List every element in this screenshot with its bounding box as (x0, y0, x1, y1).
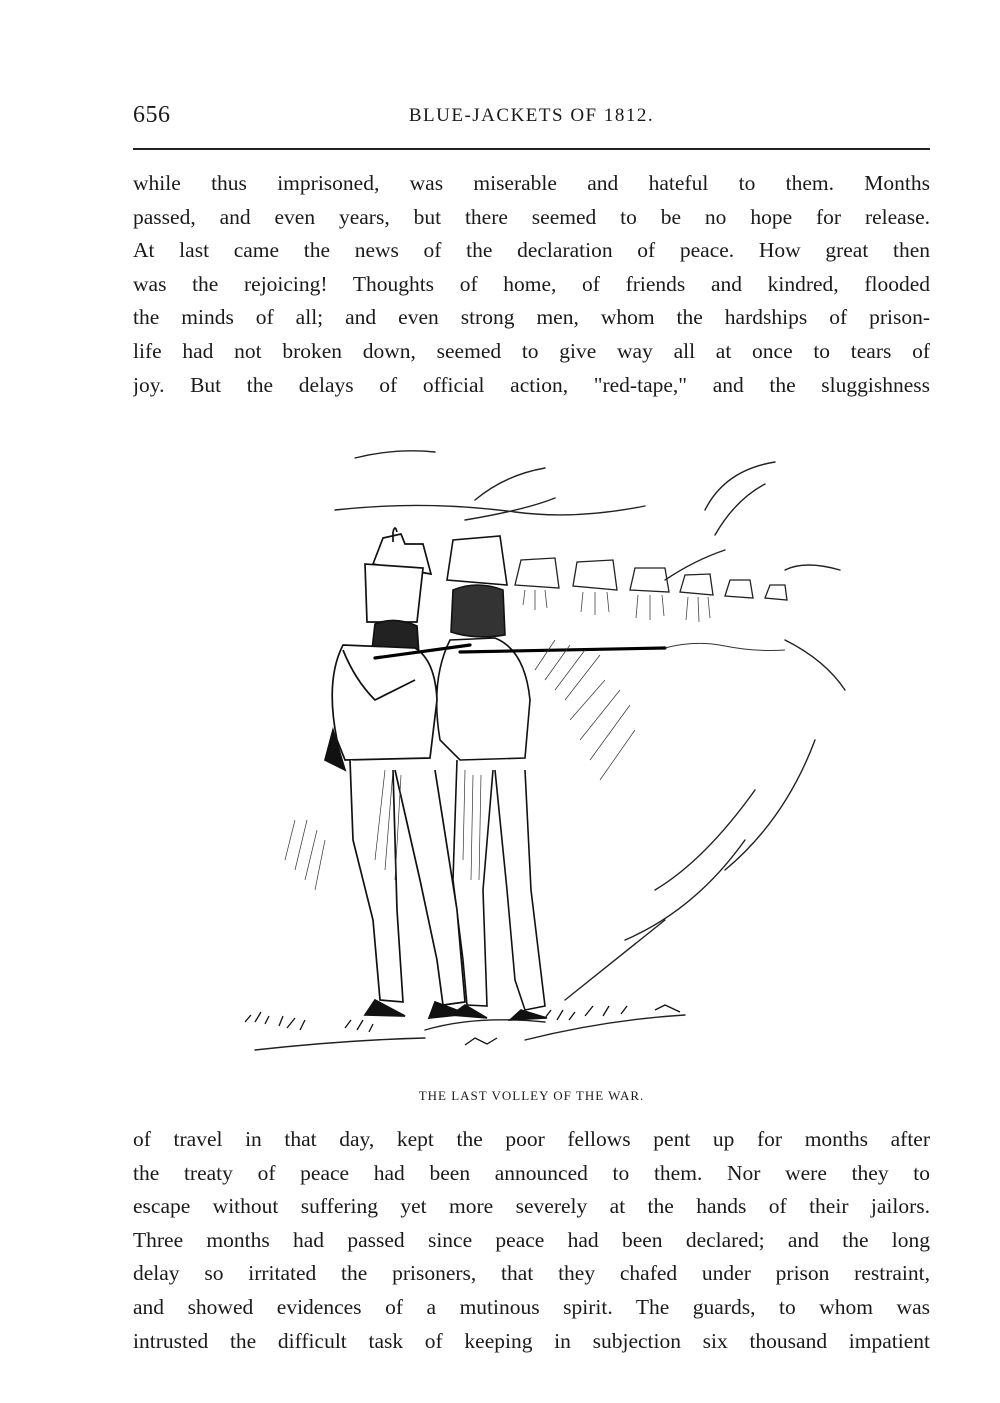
illustration-drawing (225, 440, 855, 1080)
illustration-soldiers-firing (225, 440, 855, 1080)
paragraph-top (133, 167, 930, 402)
text-line: intrusted the difficult task of keeping in subjection six thousand impatient (133, 1328, 930, 1353)
page-header (133, 100, 930, 140)
text-line: joy. But the delays of official action, "red-tape," and the sluggishness (133, 372, 930, 397)
text-line: Three months had passed since peace had been declared; and the long (133, 1227, 930, 1252)
text-line: escape without suffering yet more severely at the hands of their jailors. (133, 1194, 930, 1219)
text-line: At last came the news of the declaration of peace. How great then (133, 238, 930, 263)
header-rule (133, 148, 930, 150)
text-line: while thus imprisoned, was miserable and hateful to them. Months (133, 171, 930, 195)
text-line: and showed evidences of a mutinous spirit. The guards, to whom was (133, 1294, 930, 1319)
page-number: 656 (133, 102, 171, 128)
text-line: delay so irritated the prisoners, that they chafed under prison restraint, (133, 1261, 930, 1286)
text-line: was the rejoicing! Thoughts of home, of friends and kindred, flooded (133, 271, 930, 296)
running-title: BLUE-JACKETS OF 1812. (408, 105, 655, 126)
text-line: of travel in that day, kept the poor fellows pent up for months after (133, 1127, 930, 1151)
text-line: the treaty of peace had been announced to them. Nor were they to (133, 1160, 930, 1185)
paragraph-bottom (133, 1123, 930, 1358)
text-line: the minds of all; and even strong men, whom the hardships of prison- (133, 305, 930, 330)
text-line: life had not broken down, seemed to give way all at once to tears of (133, 338, 930, 363)
illustration-caption: THE LAST VOLLEY OF THE WAR. (418, 1088, 645, 1103)
text-line: passed, and even years, but there seemed to be no hope for release. (133, 204, 930, 229)
